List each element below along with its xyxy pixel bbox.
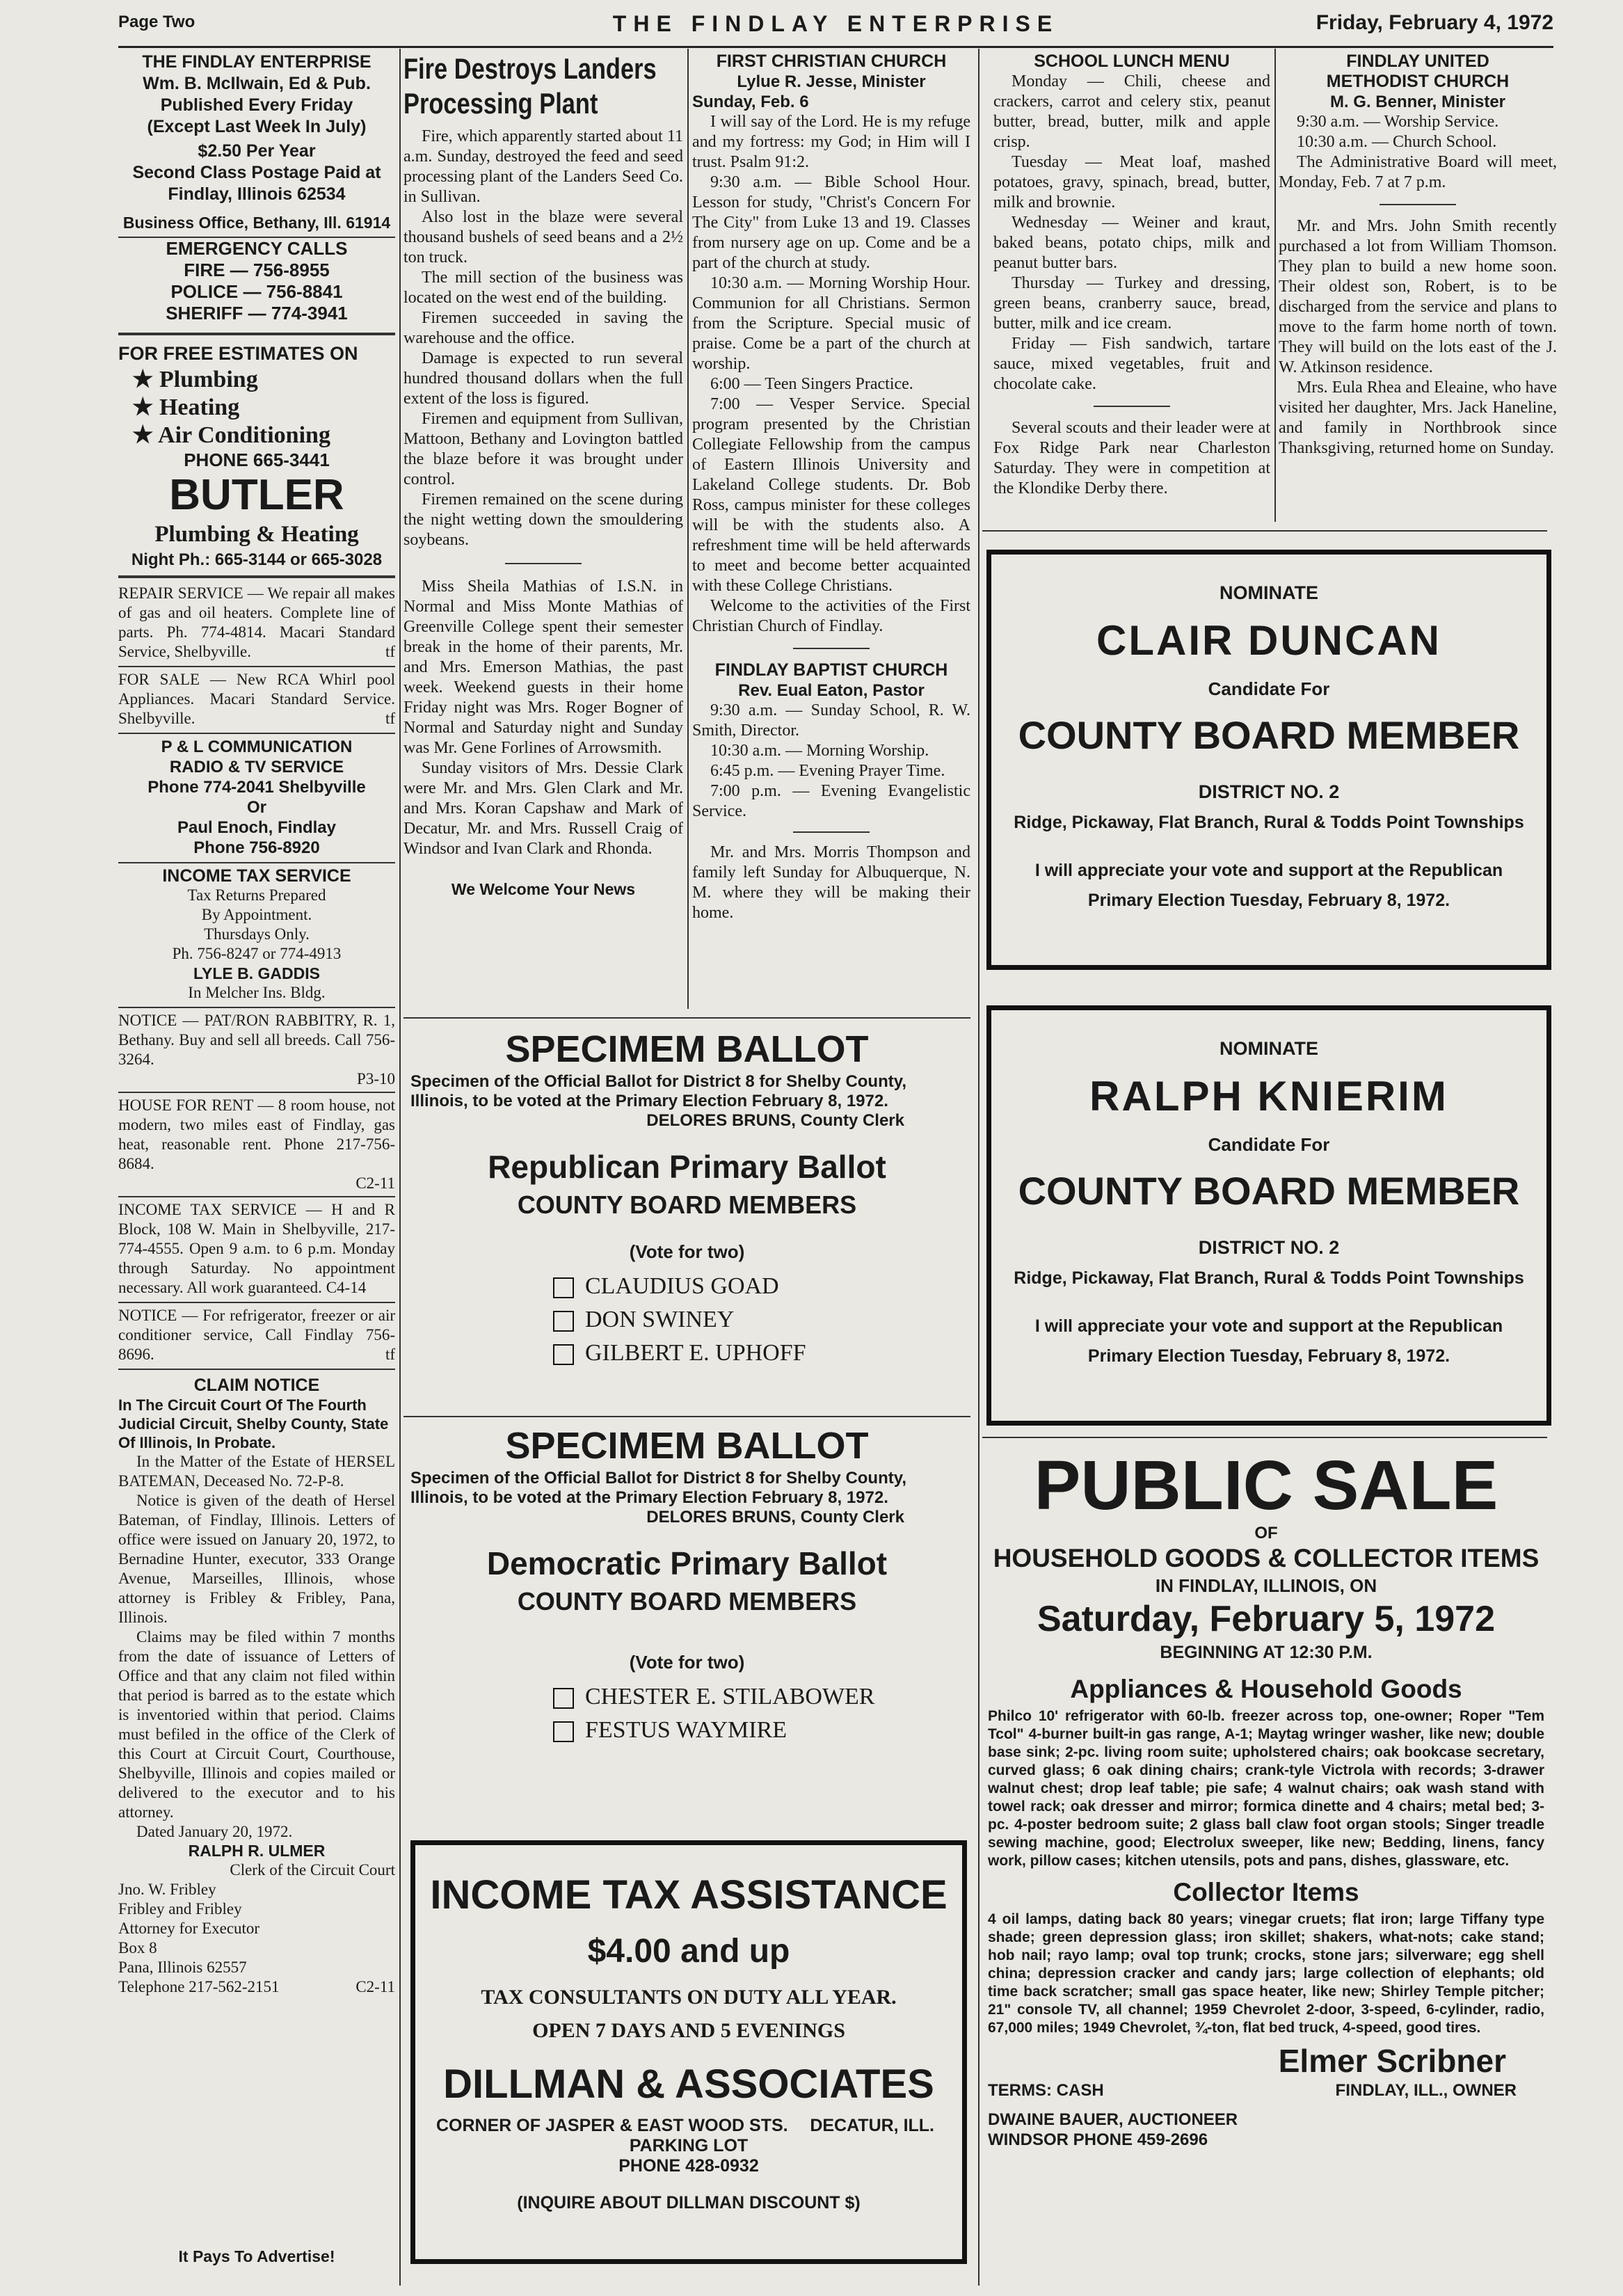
classified-code: tf bbox=[385, 1346, 395, 1363]
column-rule bbox=[978, 49, 980, 2286]
butler-services bbox=[118, 366, 395, 449]
methodist-schedule bbox=[1279, 112, 1557, 459]
masthead-editors: Wm. B. McIlwain, Ed & Pub. bbox=[143, 74, 371, 93]
pl-line: Phone 774-2041 Shelbyville bbox=[147, 778, 366, 797]
pl-line: P & L COMMUNICATION bbox=[161, 738, 353, 756]
methodist-title: FINDLAY UNITED bbox=[1346, 51, 1489, 71]
article-paragraph: Fire, which apparently started about 11 a.m. Sunday, destroyed the feed and seed processing plant of the Landers Seed Co. in Sullivan. bbox=[403, 127, 683, 206]
butler-item: Air Conditioning bbox=[158, 422, 330, 448]
baptist-schedule bbox=[692, 701, 970, 923]
claim-paragraph: Notice is given of the death of Hersel Bateman, of Findlay, Illinois. Letters of office were issued on January 20, 1972, to Bernadine Hunter, executor, 333 Orange Avenue, Marseilles, Illinois, whose attorney is Fribley & Fribley, Pana, Illinois. bbox=[118, 1492, 395, 1626]
church-paragraph: 7:00 p.m. — Evening Evangelistic Service. bbox=[692, 782, 970, 820]
claim-line: Fribley and Fribley bbox=[118, 1900, 242, 1918]
masthead-name: THE FINDLAY ENTERPRISE bbox=[142, 52, 371, 72]
sale-owner: Elmer Scribner bbox=[1278, 2043, 1506, 2079]
sheriff-phone: SHERIFF — 774-3941 bbox=[166, 303, 348, 324]
ad-district: DISTRICT NO. 2 bbox=[1198, 781, 1340, 802]
claim-court: In The Circuit Court Of The Fourth Judicial Circuit, Shelby County, State Of Illinois, In Probate. bbox=[118, 1396, 389, 1451]
emergency-calls bbox=[118, 238, 395, 324]
classified-code: tf bbox=[385, 643, 395, 660]
fire-column bbox=[403, 51, 683, 899]
star-icon: ★ bbox=[132, 422, 154, 448]
page-number: Page Two bbox=[118, 13, 195, 31]
pl-line: Or bbox=[246, 798, 266, 817]
church-paragraph: 10:30 a.m. — Morning Worship Hour. Communion for all Christians. Sermon from the Scripture. Special music of praise. Come be a part of the church at worship. bbox=[692, 274, 970, 373]
ballot-instruction: (Vote for two) bbox=[629, 1652, 745, 1673]
ballot-checkbox[interactable] bbox=[553, 1721, 574, 1742]
claim-signer-title: Clerk of the Circuit Court bbox=[230, 1861, 395, 1879]
classified-text: REPAIR SERVICE — We repair all makes of gas and oil heaters. Complete line of parts. Ph. 774-4814. Macari Standard Service, Shelbyville. bbox=[118, 584, 395, 660]
church-paragraph: Mr. and Mrs. Morris Thompson and family left Sunday for Albuquerque, N. M. where they will be making their home. bbox=[692, 843, 970, 922]
fire-headline: Fire Destroys Landers bbox=[403, 52, 657, 85]
classified-code: tf bbox=[385, 710, 395, 727]
ad-townships: Ridge, Pickaway, Flat Branch, Rural & Todds Point Townships bbox=[1014, 1268, 1524, 1288]
lunch-title: SCHOOL LUNCH MENU bbox=[1034, 51, 1230, 71]
column-rule bbox=[1274, 49, 1276, 522]
sale-date: Saturday, February 5, 1972 bbox=[1037, 1599, 1496, 1639]
ad-appeal: Primary Election Tuesday, February 8, 1972. bbox=[1087, 1346, 1450, 1366]
classified-code: C4-14 bbox=[326, 1279, 367, 1296]
christian-date: Sunday, Feb. 6 bbox=[692, 93, 809, 111]
tax-ad-street: CORNER OF JASPER & EAST WOOD STS. bbox=[436, 2116, 788, 2135]
claim-line: Box 8 bbox=[118, 1939, 157, 1956]
sale-of: OF bbox=[1254, 1524, 1278, 1542]
masthead-postage: Second Class Postage Paid at bbox=[132, 163, 381, 182]
star-icon: ★ bbox=[132, 367, 154, 392]
lunch-day: Thursday — Turkey and dressing, green beans, cranberry sauce, bread, butter, milk and ice cream. bbox=[993, 274, 1270, 333]
ballot-party: Democratic Primary Ballot bbox=[486, 1545, 888, 1581]
claim-attorney bbox=[118, 1880, 395, 1997]
claim-dated: Dated January 20, 1972. bbox=[136, 1823, 293, 1840]
tax-ad-inquire: (INQUIRE ABOUT DILLMAN DISCOUNT $) bbox=[517, 2193, 861, 2213]
tax-title: INCOME TAX SERVICE bbox=[162, 866, 351, 886]
sale-town: FINDLAY, ILL., OWNER bbox=[1335, 2081, 1517, 2100]
christian-church-title: FIRST CHRISTIAN CHURCH bbox=[716, 51, 947, 71]
tax-ad-phone: PHONE 428-0932 bbox=[618, 2156, 759, 2176]
church-paragraph: 9:30 a.m. — Worship Service. bbox=[1297, 113, 1499, 131]
ad-appeal: I will appreciate your vote and support at the Republican bbox=[1034, 861, 1503, 880]
tax-line: By Appointment. bbox=[201, 906, 312, 923]
tax-line: Thursdays Only. bbox=[204, 925, 310, 943]
fire-article bbox=[403, 127, 683, 859]
article-paragraph: Firemen succeeded in saving the warehouse and the office. bbox=[403, 309, 683, 347]
classified-code: C2-11 bbox=[355, 1174, 395, 1192]
pl-communication-ad bbox=[118, 737, 395, 858]
claim-signer: RALPH R. ULMER bbox=[188, 1842, 326, 1860]
tax-ad-title: INCOME TAX ASSISTANCE bbox=[430, 1872, 948, 1918]
tax-ad-address bbox=[415, 2116, 962, 2136]
ad-candidate-for: Candidate For bbox=[1208, 678, 1330, 699]
sale-terms: TERMS: CASH bbox=[988, 2081, 1104, 2100]
tax-ad-parking: PARKING LOT bbox=[629, 2136, 749, 2155]
tax-ad-line: OPEN 7 DAYS AND 5 EVENINGS bbox=[532, 2019, 845, 2042]
methodist-title: METHODIST CHURCH bbox=[1326, 72, 1510, 91]
ballot-instruction: (Vote for two) bbox=[629, 1241, 745, 1262]
claim-line: Telephone 217-562-2151 bbox=[118, 1978, 280, 1995]
issue-date: Friday, February 4, 1972 bbox=[1316, 11, 1553, 34]
church-paragraph: 9:30 a.m. — Bible School Hour. Lesson for study, "Christ's Concern For The City" from Luke 13 and 19. Classes from nursery age on up. Come and be a part of the church at study. bbox=[692, 173, 970, 272]
ballot-desc: Illinois, to be voted at the Primary Election February 8, 1972. bbox=[410, 1488, 888, 1507]
sale-section-heading: Collector Items bbox=[1173, 1878, 1359, 1906]
classified-text: INCOME TAX SERVICE — H and R Block, 108 W. Main in Shelbyville, 217-774-4555. Open 9 a.m. to 6 p.m. Monday through Saturday. No appointment necessary. All work guaranteed. bbox=[118, 1201, 395, 1296]
ballot-candidate: CHESTER E. STILABOWER bbox=[585, 1684, 875, 1709]
article-paragraph: The mill section of the business was located on the west end of the building. bbox=[403, 269, 683, 307]
pays-to-advertise: It Pays To Advertise! bbox=[178, 2247, 335, 2265]
pl-line: RADIO & TV SERVICE bbox=[169, 758, 344, 776]
sale-title: PUBLIC SALE bbox=[1034, 1446, 1498, 1524]
article-paragraph: Also lost in the blaze were several thousand bushels of seed beans and a 2½ ton truck. bbox=[403, 208, 683, 266]
duncan-ad bbox=[986, 550, 1551, 970]
classified-code: P3-10 bbox=[357, 1070, 395, 1087]
ballot-checkbox[interactable] bbox=[553, 1311, 574, 1332]
tax-line: In Melcher Ins. Bldg. bbox=[188, 984, 326, 1001]
christian-schedule bbox=[692, 112, 970, 637]
fire-phone: FIRE — 756-8955 bbox=[184, 260, 330, 280]
emergency-title: EMERGENCY CALLS bbox=[166, 238, 348, 259]
ballot-desc: Specimen of the Official Ballot for District 8 for Shelby County, bbox=[410, 1072, 906, 1091]
sale-auctioneer: DWAINE BAUER, AUCTIONEER bbox=[988, 2110, 1238, 2129]
claim-paragraph: Claims may be filed within 7 months from the date of issuance of Letters of Office and that any claim not filed within that period is barred as to the estate which is inventoried within that period. Claims must befiled in the office of the Clerk of this Court at Circuit Court, Courthouse, Shelbyville, Illinois and copies mailed or delivered to the executor and to his attorney. bbox=[118, 1628, 395, 1821]
sale-subtitle: HOUSEHOLD GOODS & COLLECTOR ITEMS bbox=[993, 1544, 1540, 1572]
pl-line: Paul Enoch, Findlay bbox=[177, 818, 337, 837]
left-column bbox=[118, 51, 395, 1997]
news-paragraph: Mrs. Eula Rhea and Eleaine, who have visited her daughter, Mrs. Jack Haneline, and family in Northbrook since Thanksgiving, returned home on Sunday. bbox=[1279, 378, 1557, 457]
lunch-day: Tuesday — Meat loaf, mashed potatoes, gravy, spinach, bread, butter, milk and brownie. bbox=[993, 153, 1270, 212]
ad-appeal: Primary Election Tuesday, February 8, 1972. bbox=[1087, 891, 1450, 910]
ballot-clerk: DELORES BRUNS, County Clerk bbox=[646, 1508, 904, 1526]
ad-office: COUNTY BOARD MEMBER bbox=[1018, 1169, 1520, 1213]
butler-item: Heating bbox=[159, 394, 240, 420]
classified-refrigerator bbox=[118, 1306, 395, 1364]
sale-auctioneer-phone: WINDSOR PHONE 459-2696 bbox=[988, 2130, 1208, 2149]
church-paragraph: 7:00 — Vesper Service. Special program presented by the Christian Collegiate Fellowship from the campus of Eastern Illinois University and Lakeland College students. Dr. Bob Ross, campus minister for these colleges will be with the students also. A refreshment time will be held afterwards to meet and become better acquainted with these College Christians. bbox=[692, 395, 970, 595]
ballot-checkbox[interactable] bbox=[553, 1344, 574, 1365]
article-paragraph: Damage is expected to run several hundred thousand dollars when the full extent of the loss is figured. bbox=[403, 349, 683, 408]
ballot-party: Republican Primary Ballot bbox=[488, 1149, 886, 1185]
lunch-day: Monday — Chili, cheese and crackers, carrot and celery stix, peanut butter, bread, butter, milk and apple crisp. bbox=[993, 72, 1270, 151]
butler-top: FOR FREE ESTIMATES ON bbox=[118, 343, 358, 364]
ad-nominate: NOMINATE bbox=[1220, 1038, 1318, 1059]
church-paragraph: 6:45 p.m. — Evening Prayer Time. bbox=[710, 762, 945, 780]
ballot-checkbox[interactable] bbox=[553, 1277, 574, 1298]
ballot-candidate: CLAUDIUS GOAD bbox=[585, 1273, 779, 1299]
column-rule bbox=[687, 49, 689, 1009]
classified-rabbitry bbox=[118, 1011, 395, 1089]
ballot-office: COUNTY BOARD MEMBERS bbox=[517, 1587, 857, 1616]
ballot-checkbox[interactable] bbox=[553, 1688, 574, 1709]
classified-text: NOTICE — PAT/RON RABBITRY, R. 1, Bethany. Buy and sell all breeds. Call 756-3264. bbox=[118, 1012, 395, 1068]
ballot-candidate: GILBERT E. UPHOFF bbox=[585, 1340, 806, 1366]
methodist-minister: M. G. Benner, Minister bbox=[1329, 93, 1506, 111]
church-paragraph: 9:30 a.m. — Sunday School, R. W. Smith, Director. bbox=[692, 701, 970, 740]
ballot-candidate: FESTUS WAYMIRE bbox=[585, 1717, 787, 1743]
page-header bbox=[118, 7, 1553, 48]
fire-headline: Processing Plant bbox=[403, 87, 598, 120]
church-paragraph: 10:30 a.m. — Morning Worship. bbox=[710, 742, 929, 760]
tax-ad-line: TAX CONSULTANTS ON DUTY ALL YEAR. bbox=[481, 1986, 897, 2009]
masthead-office: Business Office, Bethany, Ill. 61914 bbox=[122, 214, 391, 232]
candidate-name: CLAIR DUNCAN bbox=[1096, 617, 1441, 664]
sale-items-collector: 4 oil lamps, dating back 80 years; vinegar cruets; flat iron; large Tiffany type shade; green depression glass; iron skillet; shakers, what-nots; cake stand; hob nail; rayo lamp; oval top trunk; crocks, stone jars; silverware; egg shell china; depression cracker and candy jars; large collection of elephants; old time back scratcher; small gas space heater, like new; Shirley Temple pitcher; 21" console TV, all channel; 1959 Chevrolet 2-door, 3-speed, 6-cylinder, radio, 67,000 miles; 1949 Chevrolet, ¾-ton, flat bed truck, 4-speed, good tires. bbox=[988, 1911, 1544, 2036]
church-paragraph: 6:00 — Teen Singers Practice. bbox=[710, 375, 913, 393]
sale-items-household: Philco 10' refrigerator with 60-lb. freezer across top, one-owner; Roper "Tem Tcol" 4-burner built-in gas range, A-1; Maytag wringer washer, like new; double base sink; 2-pc. living room suite; upholstered chairs; oak bookcase secretary, curved glass; 6 oak dining chairs; crank-tyle Victrola with records; 3-drawer walnut chest; drop leaf table; pie safe; 4 walnut chairs; oak wash stand with towel rack; oak dresser and mirror; formica dinette and 4 chairs; metal bed; 3-pc. 4-poster bedroom suite; 2 glass ball claw foot organ stools; Singer treadle sewing machine, good; Electrolux sweeper, like new; Bedding, linens, fancy work, pillow cases; kitchen utensils, pots and pans, dishes, glassware, etc. bbox=[988, 1708, 1544, 1869]
article-paragraph: Sunday visitors of Mrs. Dessie Clark were Mr. and Mrs. Glen Clark and Mr. and Mrs. Koran Capshaw and Mark of Decatur, Mr. and Mrs. Russell Craig of Windsor and Ivan Clark and Rhonda. bbox=[403, 759, 683, 858]
sale-location: IN FINDLAY, ILLINOIS, ON bbox=[1155, 1575, 1377, 1596]
claim-notice bbox=[118, 1376, 395, 1997]
church-paragraph: Welcome to the activities of the First Christian Church of Findlay. bbox=[692, 597, 970, 635]
sale-section-heading: Appliances & Household Goods bbox=[1070, 1675, 1462, 1703]
article-paragraph: Firemen and equipment from Sullivan, Mattoon, Bethany and Lovington battled the blaze before it was brought under control. bbox=[403, 410, 683, 488]
column-rule bbox=[399, 49, 401, 2286]
masthead-price: $2.50 Per Year bbox=[198, 141, 316, 161]
ad-district: DISTRICT NO. 2 bbox=[1198, 1237, 1340, 1258]
ad-appeal: I will appreciate your vote and support at the Republican bbox=[1034, 1316, 1503, 1336]
ballot-title: SPECIMEM BALLOT bbox=[505, 1028, 869, 1070]
ballot-office: COUNTY BOARD MEMBERS bbox=[517, 1190, 857, 1219]
star-icon: ★ bbox=[132, 394, 154, 420]
sale-terms-row bbox=[988, 2080, 1544, 2101]
ballot-desc: Specimen of the Official Ballot for District 8 for Shelby County, bbox=[410, 1469, 906, 1488]
welcome-news: We Welcome Your News bbox=[451, 880, 636, 898]
baptist-pastor: Rev. Eual Eaton, Pastor bbox=[738, 681, 925, 700]
ad-office: COUNTY BOARD MEMBER bbox=[1018, 713, 1520, 757]
claim-code: C2-11 bbox=[355, 1978, 395, 1995]
baptist-church-title: FINDLAY BAPTIST CHURCH bbox=[714, 660, 948, 680]
butler-name: BUTLER bbox=[169, 471, 344, 519]
pl-line: Phone 756-8920 bbox=[193, 838, 320, 857]
tax-preparer: LYLE B. GADDIS bbox=[193, 964, 320, 982]
claim-line: Pana, Illinois 62557 bbox=[118, 1959, 247, 1976]
tax-ad-price: $4.00 and up bbox=[587, 1933, 790, 1970]
ballot-clerk: DELORES BRUNS, County Clerk bbox=[646, 1111, 904, 1130]
masthead-city: Findlay, Illinois 62534 bbox=[168, 184, 346, 204]
classified-hr-block bbox=[118, 1200, 395, 1298]
ballot-candidate: DON SWINEY bbox=[585, 1307, 735, 1332]
methodist-column bbox=[1279, 51, 1557, 459]
butler-night: Night Ph.: 665-3144 or 665-3028 bbox=[131, 550, 383, 569]
classified-house bbox=[118, 1096, 395, 1193]
income-tax-service-ad bbox=[118, 866, 395, 1003]
ad-candidate-for: Candidate For bbox=[1208, 1134, 1330, 1155]
claim-line: Attorney for Executor bbox=[118, 1920, 260, 1937]
claim-line: Jno. W. Fribley bbox=[118, 1881, 216, 1898]
classified-repair bbox=[118, 584, 395, 662]
ballot-desc: Illinois, to be voted at the Primary Election February 8, 1972. bbox=[410, 1092, 888, 1110]
lunch-menu bbox=[993, 72, 1270, 499]
church-paragraph: I will say of the Lord. He is my refuge and my fortress: my God; in Him will I trust. Psalm 91:2. bbox=[692, 113, 970, 171]
article-paragraph: Firemen remained on the scene during the night wetting down the smouldering soybeans. bbox=[403, 491, 683, 549]
lunch-day: Friday — Fish sandwich, tartare sauce, mixed vegetables, fruit and chocolate cake. bbox=[993, 335, 1270, 393]
article-paragraph: Miss Sheila Mathias of I.S.N. in Normal and Miss Monte Mathias of Greenville College spent their semester break in the home of their parents, Mr. and Mrs. Emerson Mathias, the past week. Weekend guests in their home Friday night was Mrs. Roger Bogner of Normal and Saturday night and Sunday was Mr. Gene Forlines of Arrowsmith. bbox=[403, 577, 683, 757]
church-paragraph: The Administrative Board will meet, Monday, Feb. 7 at 7 p.m. bbox=[1279, 153, 1557, 191]
masthead-published: Published Every Friday bbox=[160, 95, 353, 115]
tax-line: Ph. 756-8247 or 774-4913 bbox=[172, 945, 342, 962]
republican-ballot bbox=[403, 1026, 970, 1370]
classified-text: NOTICE — For refrigerator, freezer or air conditioner service, Call Findlay 756-8696. bbox=[118, 1307, 395, 1363]
butler-item: Plumbing bbox=[159, 367, 258, 392]
classified-text: HOUSE FOR RENT — 8 room house, not modern, two miles east of Findlay, gas heat, reasonable rent. Phone 217-756-8684. bbox=[118, 1097, 395, 1172]
butler-sub: Plumbing & Heating bbox=[154, 522, 359, 547]
democratic-ballot bbox=[403, 1423, 970, 1747]
church-paragraph: 10:30 a.m. — Church School. bbox=[1297, 133, 1497, 151]
masthead bbox=[118, 51, 395, 234]
candidate-name: RALPH KNIERIM bbox=[1089, 1073, 1448, 1119]
ballot-title: SPECIMEM BALLOT bbox=[505, 1425, 869, 1467]
butler-phone: PHONE 665-3441 bbox=[184, 449, 330, 470]
ad-townships: Ridge, Pickaway, Flat Branch, Rural & Todds Point Townships bbox=[1014, 813, 1524, 832]
tax-ad-city: DECATUR, ILL. bbox=[810, 2116, 934, 2135]
sale-time: BEGINNING AT 12:30 P.M. bbox=[1160, 1643, 1373, 1662]
claim-title: CLAIM NOTICE bbox=[193, 1376, 320, 1395]
scouts-item: Several scouts and their leader were at Fox Ridge Park near Charleston Saturday. They were in competition at the Klondike Derby there. bbox=[993, 419, 1270, 497]
lunch-day: Wednesday — Weiner and kraut, baked beans, potato chips, milk and peanut butter bars. bbox=[993, 214, 1270, 272]
public-sale-ad bbox=[988, 1447, 1544, 2150]
police-phone: POLICE — 756-8841 bbox=[170, 281, 343, 302]
butler-ad bbox=[118, 335, 395, 575]
church-column bbox=[692, 51, 970, 923]
classified-forsale bbox=[118, 670, 395, 728]
ad-nominate: NOMINATE bbox=[1220, 582, 1318, 603]
newspaper-title: THE FINDLAY ENTERPRISE bbox=[612, 11, 1060, 36]
lunch-column bbox=[993, 51, 1270, 499]
dillman-tax-ad bbox=[410, 1840, 967, 2264]
christian-minister: Lylue R. Jesse, Minister bbox=[737, 72, 926, 91]
tax-ad-firm: DILLMAN & ASSOCIATES bbox=[443, 2062, 934, 2107]
claim-paragraph: In the Matter of the Estate of HERSEL BATEMAN, Deceased No. 72-P-8. bbox=[118, 1453, 395, 1490]
tax-line: Tax Returns Prepared bbox=[187, 886, 326, 904]
masthead-except: (Except Last Week In July) bbox=[147, 117, 367, 136]
classified-text: FOR SALE — New RCA Whirl pool Appliances. Macari Standard Service. Shelbyville. bbox=[118, 671, 395, 727]
news-paragraph: Mr. and Mrs. John Smith recently purchased a lot from William Thomson. They plan to build a new home soon. Their oldest son, Robert, is to be discharged from the service and plans to move to the farm home north of town. They will build on the lots east of the J. W. Atkinson residence. bbox=[1279, 217, 1557, 376]
knierim-ad bbox=[986, 1005, 1551, 1426]
